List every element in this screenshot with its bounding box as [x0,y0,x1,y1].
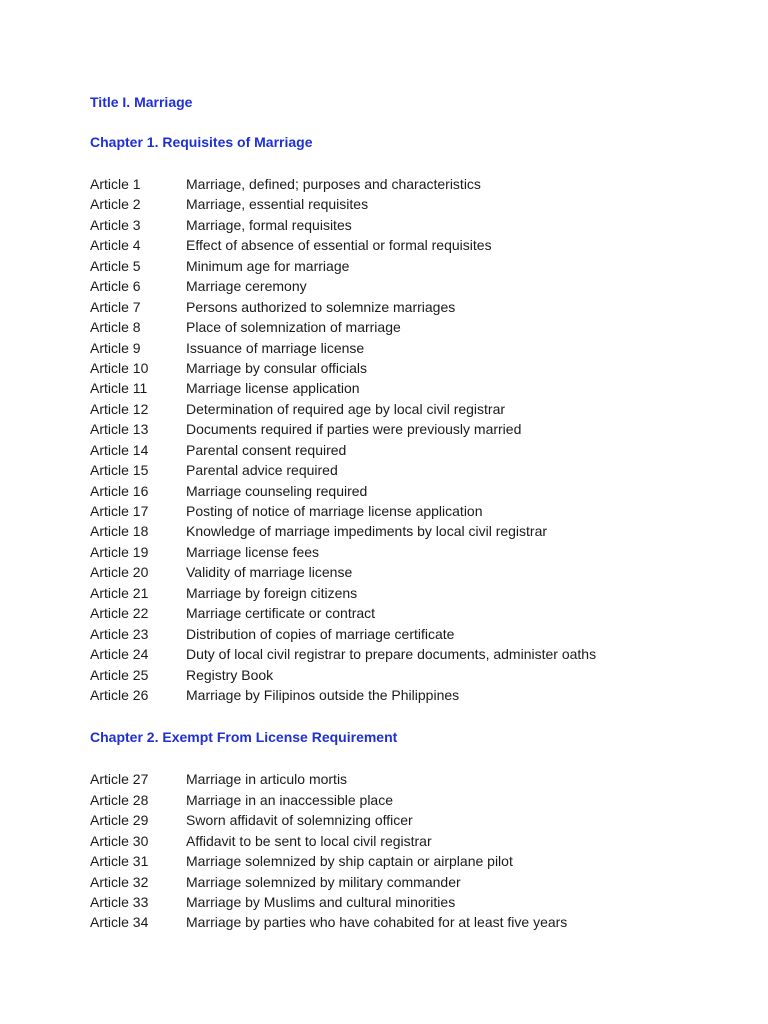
article-description: Marriage certificate or contract [186,605,376,622]
article-number: Article 28 [90,791,149,808]
article-number: Article 31 [90,853,149,870]
article-row [90,440,730,460]
article-number: Article 34 [90,914,149,931]
article-number: Article 7 [90,298,141,315]
article-row [90,235,730,255]
article-row [90,521,730,541]
article-number: Article 29 [90,812,149,829]
article-number: Article 6 [90,278,141,295]
article-number: Article 8 [90,319,141,336]
article-row [90,562,730,582]
article-description: Documents required if parties were previously married [186,421,522,438]
article-description: Validity of marriage license [186,564,353,581]
article-description: Persons authorized to solemnize marriages [186,298,456,315]
article-description: Marriage solemnized by ship captain or airplane pilot [186,853,513,870]
article-number: Article 10 [90,359,149,376]
article-description: Marriage license fees [186,543,320,560]
article-row [90,481,730,501]
article-description: Marriage solemnized by military commander [186,873,461,890]
article-number: Article 26 [90,686,149,703]
article-number: Article 32 [90,873,149,890]
chapter-heading-1: Chapter 1. Requisites of Marriage [90,134,313,150]
article-row [90,790,730,810]
article-number: Article 20 [90,564,149,581]
article-row [90,338,730,358]
article-description: Marriage, defined; purposes and characteristics [186,176,481,192]
article-description: Parental advice required [186,462,338,479]
article-description: Marriage license application [186,380,360,397]
article-number: Article 25 [90,666,149,683]
article-row [90,276,730,296]
article-description: Marriage ceremony [186,278,307,295]
article-number: Article 4 [90,237,141,254]
article-description: Marriage in articulo mortis [186,771,348,788]
article-description: Parental consent required [186,441,347,458]
article-row [90,892,730,912]
article-row [90,378,730,398]
article-number: Article 11 [90,380,148,397]
page-title: Title I. Marriage [90,94,193,110]
article-description: Sworn affidavit of solemnizing officer [186,812,413,829]
article-number: Article 1 [90,176,141,192]
article-number: Article 18 [90,523,149,540]
article-number: Article 23 [90,625,149,642]
article-description: Duty of local civil registrar to prepare documents, administer oaths [186,646,597,663]
article-description: Effect of absence of essential or formal requisites [186,237,492,254]
article-row [90,317,730,337]
article-row [90,174,730,194]
article-number: Article 30 [90,832,149,849]
article-row [90,583,730,603]
article-description: Marriage by consular officials [186,359,368,376]
article-description: Marriage by Muslims and cultural minorities [186,894,456,910]
article-description: Place of solemnization of marriage [186,319,401,336]
article-description: Marriage counseling required [186,482,368,499]
article-row [90,624,730,644]
chapter-section-2 [90,728,730,933]
article-number: Article 24 [90,646,149,663]
article-description: Marriage, formal requisites [186,216,352,233]
article-number: Article 22 [90,605,149,622]
article-row [90,215,730,235]
article-row [90,460,730,480]
article-description: Marriage by Filipinos outside the Philippines [186,686,460,703]
article-description: Marriage in an inaccessible place [186,791,393,808]
article-number: Article 27 [90,771,149,788]
article-row [90,419,730,439]
article-row [90,810,730,830]
article-number: Article 13 [90,421,149,438]
article-description: Affidavit to be sent to local civil registrar [186,832,432,849]
document-page [90,93,730,933]
article-row [90,685,730,705]
article-description: Determination of required age by local civil registrar [186,400,506,417]
article-number: Article 14 [90,441,149,458]
article-description: Marriage by foreign citizens [186,584,358,601]
article-row [90,872,730,892]
article-row [90,297,730,317]
article-row [90,644,730,664]
article-number: Article 16 [90,482,149,499]
article-description: Issuance of marriage license [186,339,365,356]
article-number: Article 2 [90,196,141,213]
article-row [90,603,730,623]
article-row [90,665,730,685]
chapter-heading-2: Chapter 2. Exempt From License Requirement [90,729,398,746]
article-row [90,194,730,214]
article-number: Article 19 [90,543,149,560]
article-number: Article 21 [90,584,149,601]
article-description: Registry Book [186,666,274,683]
article-number: Article 12 [90,400,149,417]
article-row [90,912,730,932]
article-description: Minimum age for marriage [186,257,350,274]
article-number: Article 33 [90,894,149,910]
article-row [90,542,730,562]
article-list-chapter-1 [90,174,730,705]
article-description: Marriage by parties who have cohabited for at least five years [186,914,568,931]
article-description: Marriage, essential requisites [186,196,369,213]
article-row [90,358,730,378]
article-number: Article 17 [90,503,149,519]
article-row [90,399,730,419]
article-row [90,851,730,871]
article-row [90,256,730,276]
chapter-section-1 [90,133,730,705]
article-description: Knowledge of marriage impediments by local civil registrar [186,523,548,540]
article-description: Distribution of copies of marriage certificate [186,625,455,642]
article-number: Article 15 [90,462,149,479]
article-row [90,831,730,851]
article-row [90,501,730,521]
article-list-chapter-2 [90,769,730,933]
article-number: Article 3 [90,216,141,233]
article-row [90,769,730,789]
article-number: Article 5 [90,257,141,274]
article-description: Posting of notice of marriage license application [186,503,483,519]
article-number: Article 9 [90,339,141,356]
